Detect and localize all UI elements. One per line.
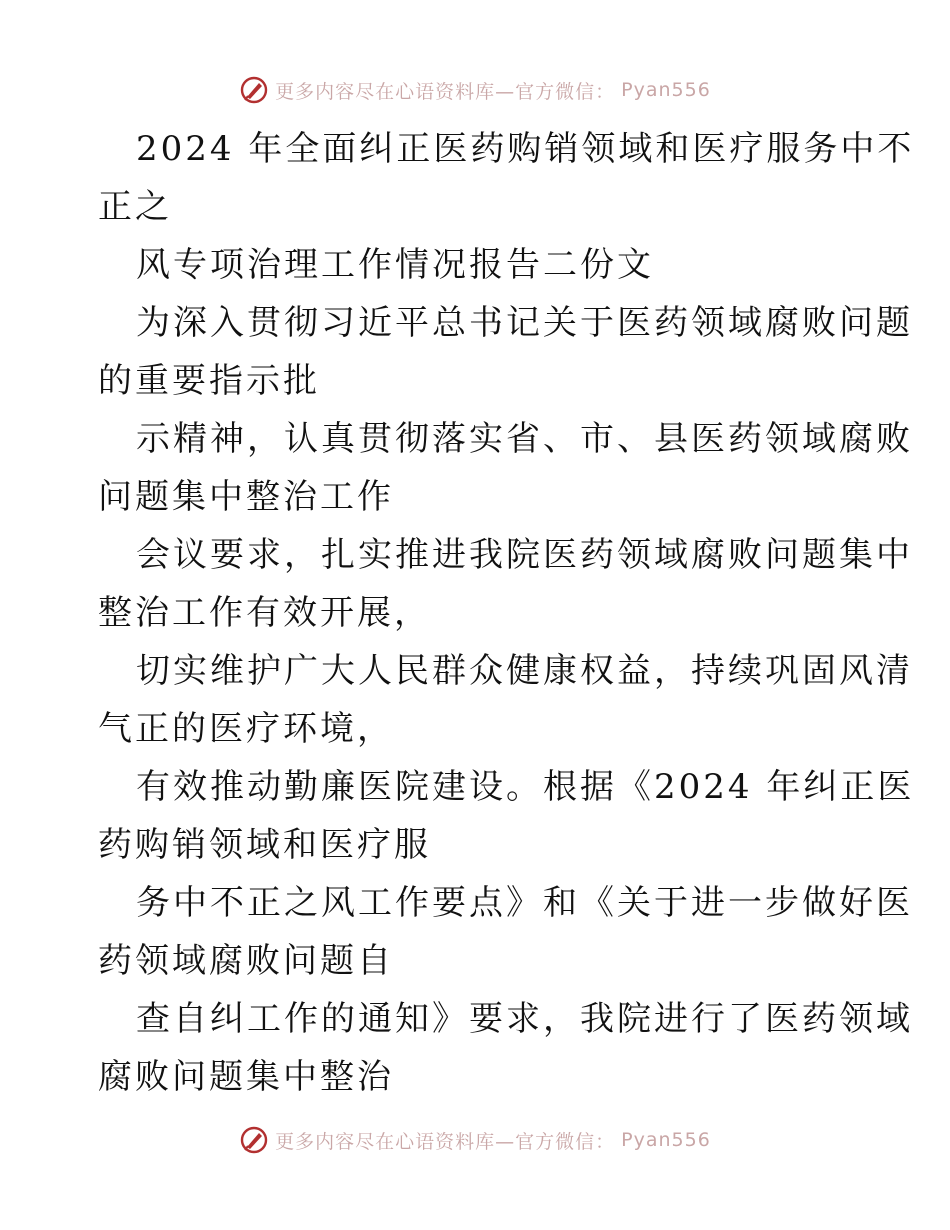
watermark-account: Pyan556 [621, 1129, 711, 1151]
text-line: 风专项治理工作情况报告二份文 [136, 245, 654, 285]
quill-logo-icon [239, 75, 269, 105]
text-line: 会议要求，扎实推进我院医药领域腐败问题集中 [136, 535, 913, 575]
text-line: 有效推动勤廉医院建设。根据《2024 年纠正医 [136, 767, 915, 807]
text-line: 气正的医疗环境， [98, 709, 394, 749]
document-body [98, 120, 915, 1106]
watermark-text: 更多内容尽在心语资料库—官方微信： [275, 1130, 616, 1153]
header-watermark [0, 70, 950, 110]
text-line: 的重要指示批 [98, 361, 320, 401]
text-line: 药领域腐败问题自 [98, 941, 394, 981]
text-line: 整治工作有效开展， [98, 593, 431, 633]
text-line: 查自纠工作的通知》要求，我院进行了医药领域 [136, 999, 913, 1039]
text-line: 切实维护广大人民群众健康权益，持续巩固风清 [136, 651, 913, 691]
quill-logo-icon [239, 1125, 269, 1155]
text-line: 正之 [98, 187, 172, 227]
text-line: 问题集中整治工作 [98, 477, 394, 517]
watermark-account: Pyan556 [621, 79, 711, 101]
watermark-text: 更多内容尽在心语资料库—官方微信： [275, 80, 616, 103]
text-line: 务中不正之风工作要点》和《关于进一步做好医 [136, 883, 913, 923]
text-line: 腐败问题集中整治 [98, 1057, 394, 1097]
footer-watermark [0, 1120, 950, 1160]
text-line: 为深入贯彻习近平总书记关于医药领域腐败问题 [136, 303, 913, 343]
text-line: 药购销领域和医疗服 [98, 825, 431, 865]
text-line: 示精神，认真贯彻落实省、市、县医药领域腐败 [136, 419, 913, 459]
text-line: 2024 年全面纠正医药购销领域和医疗服务中不 [136, 129, 915, 169]
